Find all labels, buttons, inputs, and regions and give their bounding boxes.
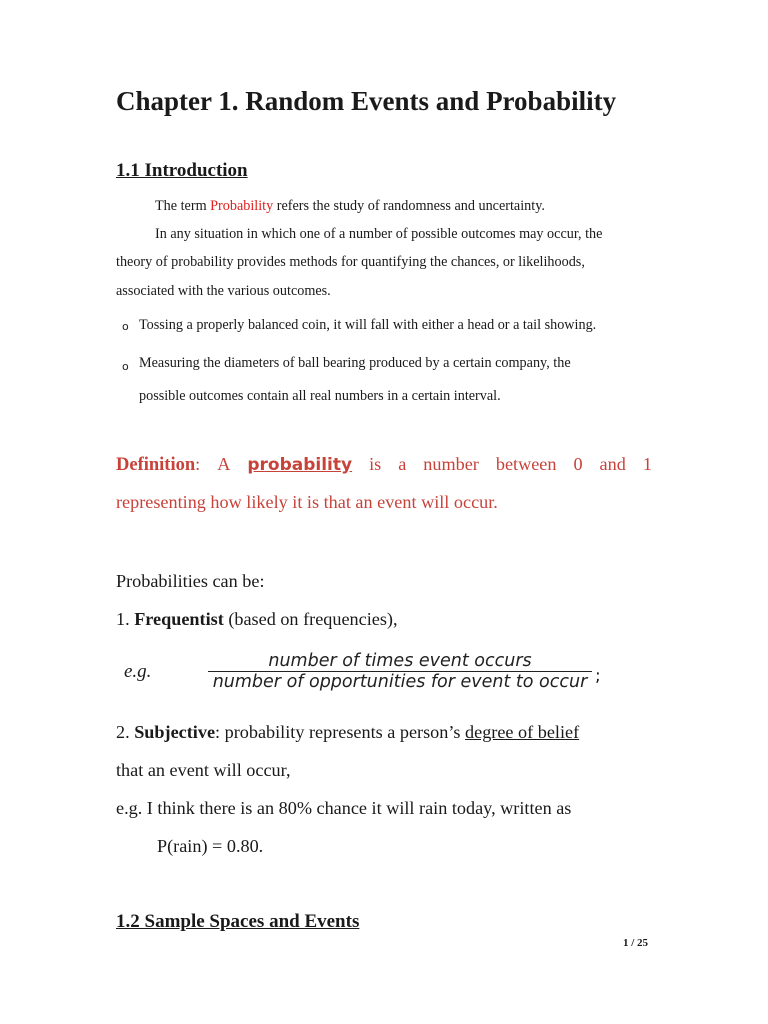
definition-line-1 (116, 454, 652, 482)
kind-description: : probability represents a person’s (215, 722, 466, 742)
kind-description: (based on frequencies), (223, 609, 398, 629)
kind-frequentist (116, 609, 398, 630)
kind-label-frequentist: Frequentist (134, 609, 224, 629)
definition-word: A (217, 454, 231, 474)
rain-example-formula: P(rain) = 0.80. (157, 836, 264, 856)
definition-word: a (398, 454, 407, 474)
definition-label-group (116, 454, 200, 476)
bullet-item-ball-bearing-line-1: Measuring the diameters of ball bearing produced by a certain company, the (139, 355, 571, 371)
definition-word: between (495, 454, 557, 474)
fraction-denominator: number of opportunities for event to occur (212, 672, 588, 692)
frequency-fraction (208, 651, 592, 692)
definition-colon: : (195, 454, 201, 474)
definition-word: and (599, 454, 626, 474)
kind-number: 2. (116, 722, 135, 742)
definition-word: is (369, 454, 382, 474)
chapter-title: Chapter 1. Random Events and Probability (116, 86, 617, 116)
rain-example-line-1: e.g. I think there is an 80% chance it will rain today, written as (116, 798, 572, 818)
bullet-marker: o (122, 360, 129, 373)
definition-word: 0 (573, 454, 583, 474)
bullet-item-coin: Tossing a properly balanced coin, it will fall with either a head or a tail showing. (139, 317, 597, 333)
definition-line-2: representing how likely it is that an event will occur. (116, 492, 498, 512)
definition-label: Definition (116, 455, 196, 475)
definition-block (116, 454, 652, 513)
kind-subjective-line-2: that an event will occur, (116, 760, 291, 780)
intro-paragraph-2-line-1: In any situation in which one of a number of possible outcomes may occur, the (155, 226, 603, 242)
kind-label-subjective: Subjective (134, 722, 216, 742)
intro-paragraph-1 (155, 198, 545, 215)
section-heading-sample-spaces: 1.2 Sample Spaces and Events (116, 911, 360, 932)
kind-subjective (116, 722, 579, 743)
intro-text-before: The term (155, 198, 211, 214)
definition-word: 1 (642, 454, 652, 474)
fraction-numerator: number of times event occurs (268, 651, 532, 671)
intro-text-after: refers the study of randomness and uncertainty. (273, 198, 545, 214)
bullet-marker: o (122, 320, 129, 333)
definition-probability-term: probability (247, 455, 353, 475)
degree-of-belief-term: degree of belief (465, 722, 580, 742)
definition-word: number (423, 454, 479, 474)
page-number: 1 / 25 (623, 937, 649, 949)
section-heading-introduction: 1.1 Introduction (116, 160, 248, 181)
probability-term: Probability (210, 198, 274, 214)
kinds-intro: Probabilities can be: (116, 571, 265, 591)
example-prefix: e.g. (124, 661, 152, 682)
fraction-semicolon: ; (595, 666, 601, 686)
bullet-item-ball-bearing-line-2: possible outcomes contain all real numbers in a certain interval. (139, 388, 501, 404)
intro-paragraph-2-line-2: theory of probability provides methods for quantifying the chances, or likelihoods, (116, 254, 585, 270)
kind-number: 1. (116, 609, 135, 629)
intro-paragraph-2-line-3: associated with the various outcomes. (116, 283, 331, 299)
